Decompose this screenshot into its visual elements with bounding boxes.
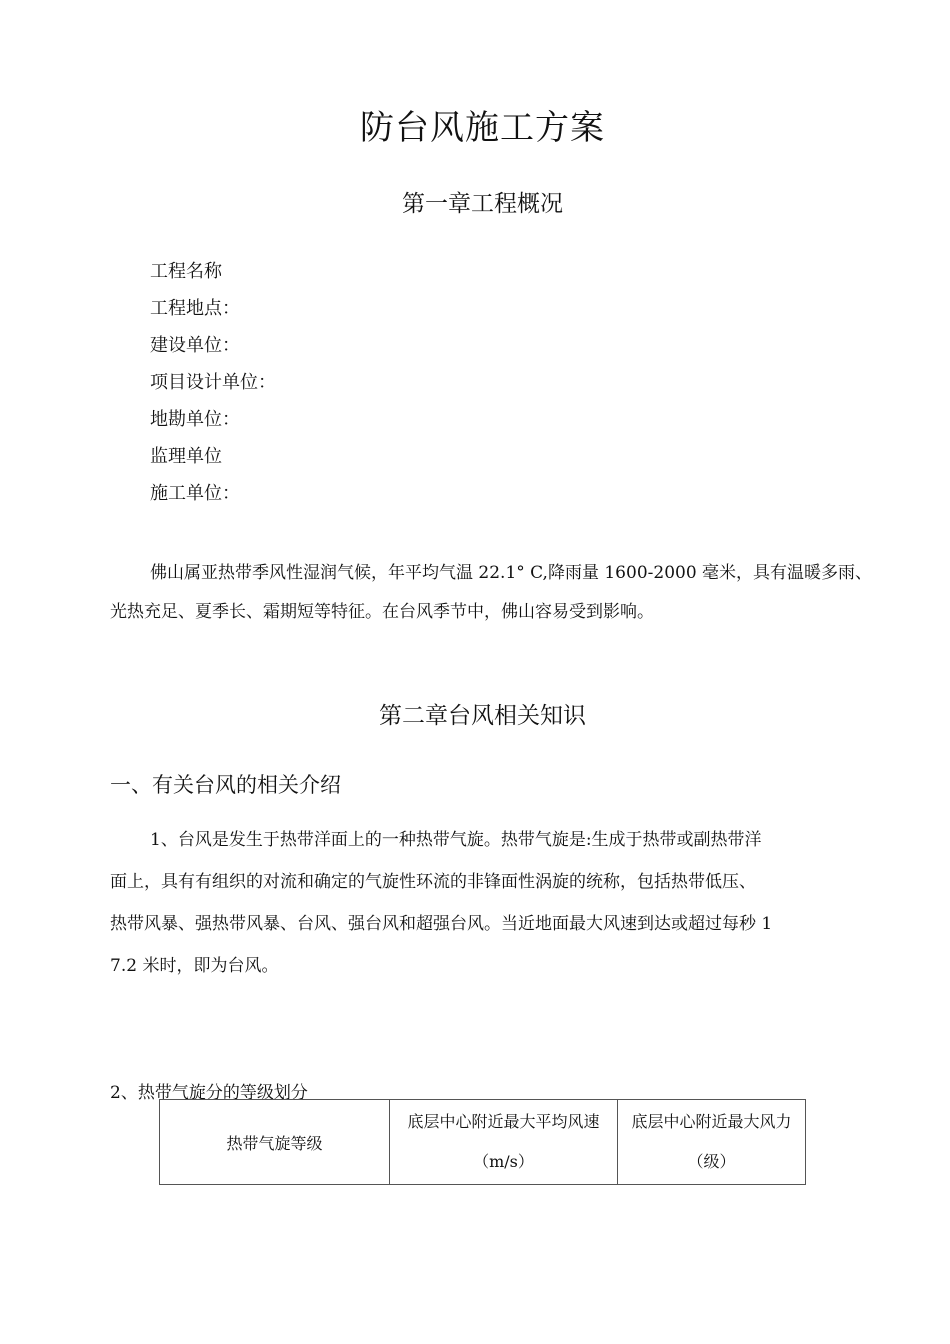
definition-paragraph-line: 1、台风是发生于热带洋面上的一种热带气旋。热带气旋是:生成于热带或副热带洋 bbox=[150, 830, 762, 850]
project-name-label: 工程名称 bbox=[150, 261, 222, 282]
document-title: 防台风施工方案 bbox=[360, 108, 605, 148]
header-cell-level bbox=[160, 1100, 390, 1185]
design-unit-label: 项目设计单位： bbox=[150, 372, 276, 393]
owner-unit-label: 建设单位： bbox=[150, 335, 240, 356]
climate-paragraph-line: 佛山属亚热带季风性湿润气候，年平均气温 22.1° C,降雨量 1600-2000 毫米，具有温暖多雨、 bbox=[150, 563, 873, 583]
definition-paragraph-line: 热带风暴、强热带风暴、台风、强台风和超强台风。当近地面最大风速到达或超过每秒 1 bbox=[110, 914, 773, 934]
climate-paragraph-line: 光热充足、夏季长、霜期短等特征。在台风季节中，佛山容易受到影响。 bbox=[110, 602, 654, 622]
construction-unit-label: 施工单位： bbox=[150, 483, 240, 504]
project-location-label: 工程地点： bbox=[150, 298, 240, 319]
chapter-1-heading: 第一章工程概况 bbox=[402, 191, 563, 217]
table-header-row bbox=[160, 1100, 806, 1185]
cyclone-level-table bbox=[159, 1099, 806, 1185]
definition-paragraph-line: 7.2 米时，即为台风。 bbox=[110, 956, 279, 976]
survey-unit-label: 地勘单位： bbox=[150, 409, 240, 430]
header-cell-text: 底层中心附近最大平均风速 bbox=[407, 1112, 600, 1131]
header-cell-wind-speed bbox=[390, 1100, 618, 1185]
header-cell-unit: （级） bbox=[687, 1152, 736, 1171]
header-cell-wind-force bbox=[618, 1100, 806, 1185]
supervision-unit-label: 监理单位 bbox=[150, 446, 222, 467]
chapter-2-heading: 第二章台风相关知识 bbox=[379, 703, 586, 729]
header-cell-text: 热带气旋等级 bbox=[226, 1133, 323, 1153]
section-1-heading: 一、有关台风的相关介绍 bbox=[110, 773, 341, 797]
classification-heading: 2、热带气旋分的等级划分 bbox=[110, 1083, 308, 1103]
header-cell-unit: （m/s） bbox=[473, 1152, 534, 1171]
header-cell-text: 底层中心附近最大风力 bbox=[631, 1112, 792, 1131]
definition-paragraph-line: 面上，具有有组织的对流和确定的气旋性环流的非锋面性涡旋的统称，包括热带低压、 bbox=[110, 872, 756, 892]
